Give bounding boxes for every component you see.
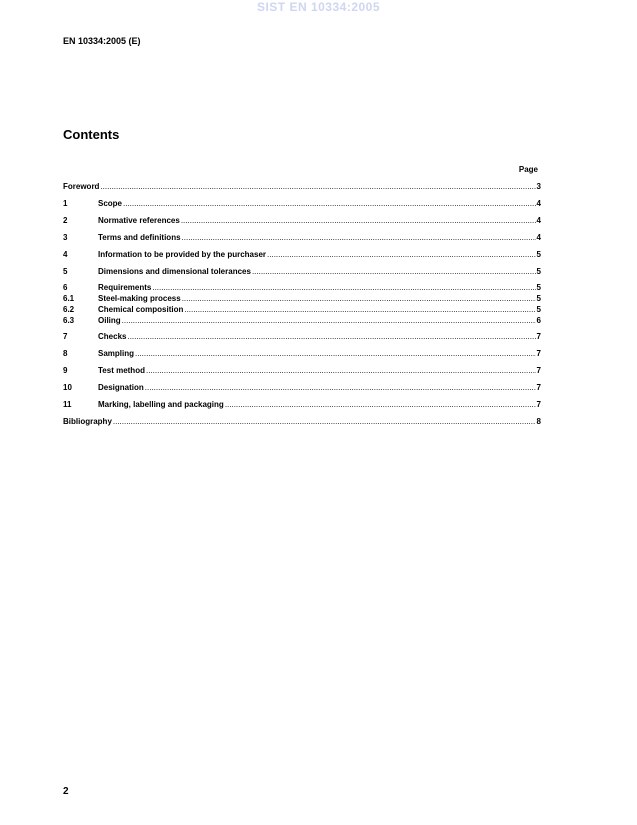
toc-entry-number: 3 xyxy=(63,233,68,242)
toc-entry-label: Steel-making process xyxy=(98,294,181,303)
table-of-contents xyxy=(63,181,541,428)
toc-entry-number: 10 xyxy=(63,383,72,392)
toc-entry-foreword[interactable] xyxy=(63,181,541,193)
toc-leader-dots xyxy=(146,365,536,377)
toc-entry-label: Checks xyxy=(98,332,127,341)
toc-leader-dots xyxy=(145,382,536,394)
toc-entry-number: 11 xyxy=(63,400,72,409)
toc-leader-dots xyxy=(252,266,536,278)
toc-entry-label: Test method xyxy=(98,366,145,375)
toc-entry-page: 7 xyxy=(536,383,541,392)
toc-leader-dots xyxy=(113,416,536,428)
toc-entry-number: 1 xyxy=(63,199,68,208)
toc-entry-steel-making-process[interactable] xyxy=(63,293,541,304)
toc-entry-page: 4 xyxy=(536,199,541,208)
toc-entry-label: Marking, labelling and packaging xyxy=(98,400,224,409)
toc-leader-dots xyxy=(267,249,536,261)
toc-entry-page: 8 xyxy=(536,417,541,426)
toc-entry-label: Information to be provided by the purchaser xyxy=(98,250,267,259)
toc-entry-requirements[interactable] xyxy=(63,283,541,293)
toc-entry-label: Oiling xyxy=(98,316,121,325)
watermark: SIST EN 10334:2005 xyxy=(256,0,381,14)
toc-entry-bibliography[interactable] xyxy=(63,416,541,428)
toc-leader-dots xyxy=(135,348,536,360)
toc-entry-dimensions[interactable] xyxy=(63,266,541,278)
toc-leader-dots xyxy=(225,399,536,411)
toc-leader-dots xyxy=(182,293,536,304)
toc-entry-page: 7 xyxy=(536,366,541,375)
toc-entry-page: 7 xyxy=(536,349,541,358)
toc-entry-number: 7 xyxy=(63,332,68,341)
toc-entry-label: Requirements xyxy=(98,283,152,292)
toc-leader-dots xyxy=(100,181,535,193)
toc-entry-page: 7 xyxy=(536,332,541,341)
toc-entry-page: 5 xyxy=(536,283,541,292)
toc-entry-label: Terms and definitions xyxy=(98,233,181,242)
toc-entry-chemical-composition[interactable] xyxy=(63,304,541,315)
toc-entry-number: 6.3 xyxy=(63,316,75,325)
toc-entry-designation[interactable] xyxy=(63,382,541,394)
toc-entry-number: 6.2 xyxy=(63,305,75,314)
toc-entry-number: 4 xyxy=(63,250,68,259)
toc-leader-dots xyxy=(184,304,535,315)
toc-entry-number: 6 xyxy=(63,283,68,292)
toc-leader-dots xyxy=(182,232,536,244)
toc-entry-label: Sampling xyxy=(98,349,135,358)
toc-entry-label: Dimensions and dimensional tolerances xyxy=(98,267,251,276)
page-column-label: Page xyxy=(518,165,538,174)
toc-entry-information-purchaser[interactable] xyxy=(63,249,541,261)
toc-entry-number: 6.1 xyxy=(63,294,75,303)
toc-entry-label: Foreword xyxy=(63,182,100,191)
toc-entry-sampling[interactable] xyxy=(63,348,541,360)
toc-entry-marking[interactable] xyxy=(63,399,541,411)
toc-leader-dots xyxy=(122,315,536,326)
toc-entry-oiling[interactable] xyxy=(63,315,541,326)
toc-entry-page: 4 xyxy=(536,216,541,225)
toc-entry-label: Designation xyxy=(98,383,144,392)
toc-entry-number: 9 xyxy=(63,366,68,375)
toc-entry-page: 4 xyxy=(536,233,541,242)
toc-leader-dots xyxy=(152,283,535,293)
toc-entry-page: 6 xyxy=(536,316,541,325)
toc-entry-label: Chemical composition xyxy=(98,305,184,314)
toc-entry-normative-references[interactable] xyxy=(63,215,541,227)
toc-entry-page: 5 xyxy=(536,294,541,303)
toc-leader-dots xyxy=(123,198,536,210)
contents-title: Contents xyxy=(63,127,120,142)
toc-leader-dots xyxy=(181,215,536,227)
toc-entry-page: 5 xyxy=(536,267,541,276)
toc-entry-label: Scope xyxy=(98,199,123,208)
toc-entry-page: 3 xyxy=(536,182,541,191)
document-reference: EN 10334:2005 (E) xyxy=(63,36,141,46)
toc-entry-scope[interactable] xyxy=(63,198,541,210)
toc-entry-page: 7 xyxy=(536,400,541,409)
toc-entry-test-method[interactable] xyxy=(63,365,541,377)
page-number: 2 xyxy=(63,786,69,797)
toc-leader-dots xyxy=(127,331,535,343)
toc-entry-number: 2 xyxy=(63,216,68,225)
toc-entry-label: Normative references xyxy=(98,216,180,225)
toc-entry-terms-and-definitions[interactable] xyxy=(63,232,541,244)
toc-entry-page: 5 xyxy=(536,305,541,314)
toc-entry-label: Bibliography xyxy=(63,417,112,426)
toc-entry-number: 5 xyxy=(63,267,68,276)
toc-entry-checks[interactable] xyxy=(63,331,541,343)
toc-entry-page: 5 xyxy=(536,250,541,259)
toc-entry-number: 8 xyxy=(63,349,68,358)
